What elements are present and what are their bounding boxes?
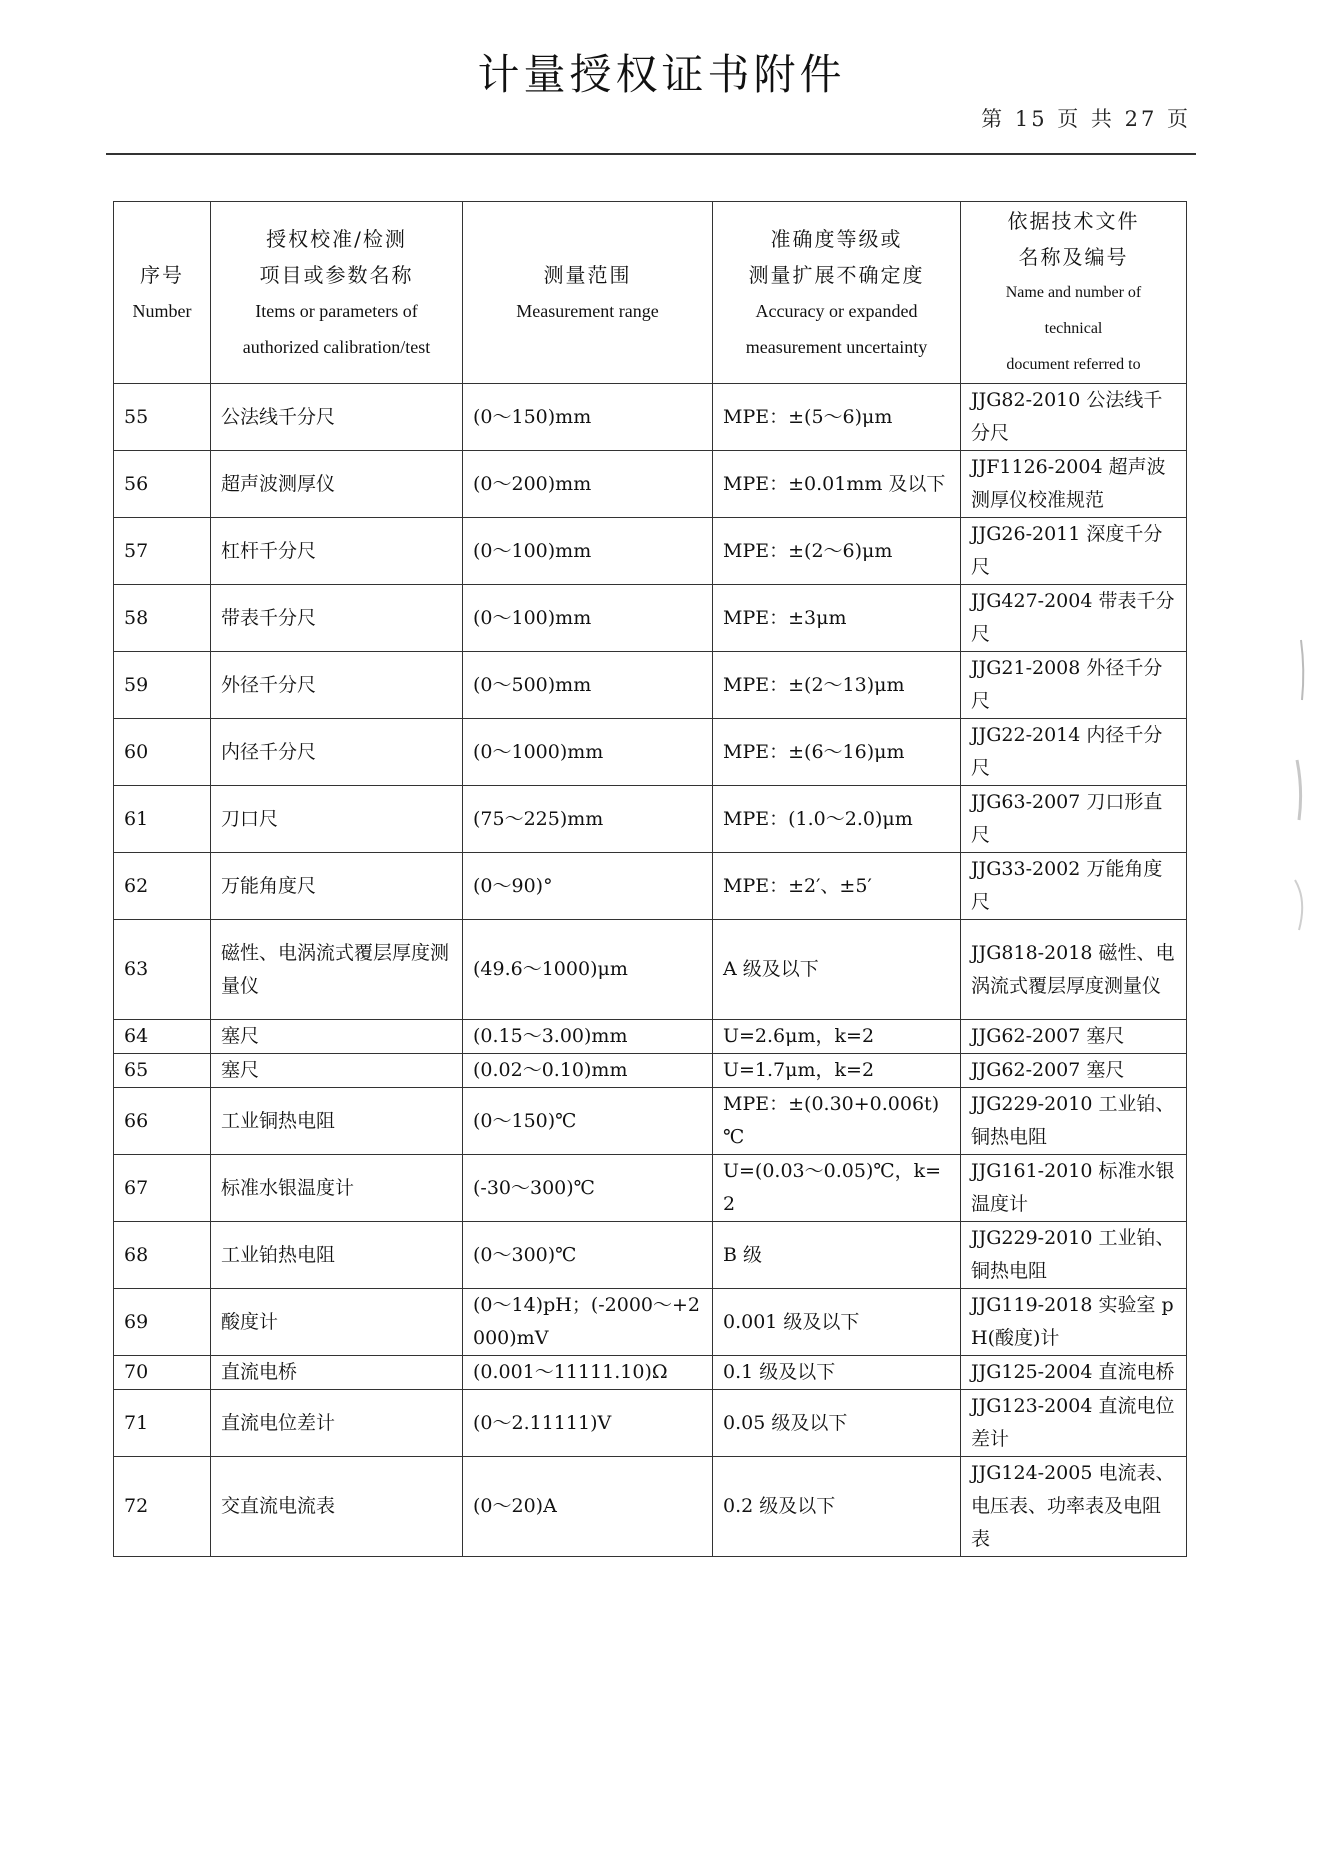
header-accuracy-zh-1: 准确度等级或 [770, 226, 903, 251]
row-accuracy: 0.1 级及以下 [713, 1356, 961, 1390]
table-row [114, 1356, 1187, 1390]
header-doc-en-1: Name and number of [1005, 283, 1142, 301]
row-accuracy: MPE：±(2～6)μm [713, 518, 961, 585]
table-header-row [114, 202, 1187, 384]
header-accuracy [713, 202, 961, 384]
row-number: 63 [114, 920, 211, 1020]
row-document: JJG229-2010 工业铂、铜热电阻 [961, 1088, 1187, 1155]
row-number: 71 [114, 1390, 211, 1457]
header-accuracy-en-1: Accuracy or expanded [755, 300, 918, 321]
header-items-en-1: Items or parameters of [255, 300, 418, 321]
table-row [114, 451, 1187, 518]
document-title: 计量授权证书附件 [477, 50, 846, 99]
authorization-table [113, 201, 1187, 1557]
row-range: (-30～300)℃ [463, 1155, 713, 1222]
header-accuracy-en-2: measurement uncertainty [745, 336, 928, 357]
row-number: 62 [114, 853, 211, 920]
row-document: JJG427-2004 带表千分尺 [961, 585, 1187, 652]
row-range: (0.001～11111.10)Ω [463, 1356, 713, 1390]
row-item: 带表千分尺 [211, 585, 463, 652]
header-items-zh-1: 授权校准/检测 [266, 226, 407, 251]
row-number: 60 [114, 719, 211, 786]
table-row [114, 1457, 1187, 1557]
table-row [114, 518, 1187, 585]
row-accuracy: MPE：±0.01mm 及以下 [713, 451, 961, 518]
header-doc-zh-2: 名称及编号 [1018, 244, 1129, 269]
header-doc-en-2: technical [1044, 319, 1103, 337]
row-number: 56 [114, 451, 211, 518]
table-row [114, 853, 1187, 920]
row-accuracy: U=(0.03～0.05)℃，k=2 [713, 1155, 961, 1222]
row-accuracy: MPE：(1.0～2.0)μm [713, 786, 961, 853]
header-divider [106, 153, 1196, 155]
row-document: JJG26-2011 深度千分尺 [961, 518, 1187, 585]
header-number-en: Number [132, 300, 192, 321]
row-accuracy: 0.05 级及以下 [713, 1390, 961, 1457]
table-row [114, 1289, 1187, 1356]
row-document: JJG62-2007 塞尺 [961, 1054, 1187, 1088]
row-accuracy: MPE：±(0.30+0.006t)℃ [713, 1088, 961, 1155]
row-item: 磁性、电涡流式覆层厚度测量仪 [211, 920, 463, 1020]
row-document: JJG33-2002 万能角度尺 [961, 853, 1187, 920]
row-range: (75～225)mm [463, 786, 713, 853]
table-row [114, 1054, 1187, 1088]
row-item: 酸度计 [211, 1289, 463, 1356]
row-item: 内径千分尺 [211, 719, 463, 786]
row-accuracy: MPE：±(5～6)μm [713, 384, 961, 451]
header-items [211, 202, 463, 384]
header-range-zh: 测量范围 [543, 262, 632, 287]
header-accuracy-zh-2: 测量扩展不确定度 [748, 262, 925, 287]
row-document: JJG21-2008 外径千分尺 [961, 652, 1187, 719]
row-document: JJG82-2010 公法线千分尺 [961, 384, 1187, 451]
row-document: JJG161-2010 标准水银温度计 [961, 1155, 1187, 1222]
row-number: 67 [114, 1155, 211, 1222]
table-row [114, 1390, 1187, 1457]
row-accuracy: MPE：±(6～16)μm [713, 719, 961, 786]
table-row [114, 585, 1187, 652]
row-range: (0.02～0.10)mm [463, 1054, 713, 1088]
row-document: JJF1126-2004 超声波测厚仪校准规范 [961, 451, 1187, 518]
row-item: 交直流电流表 [211, 1457, 463, 1557]
row-item: 塞尺 [211, 1020, 463, 1054]
row-item: 公法线千分尺 [211, 384, 463, 451]
header-range [463, 202, 713, 384]
row-range: (0～100)mm [463, 518, 713, 585]
row-item: 直流电位差计 [211, 1390, 463, 1457]
row-item: 工业铂热电阻 [211, 1222, 463, 1289]
row-item: 外径千分尺 [211, 652, 463, 719]
row-document: JJG125-2004 直流电桥 [961, 1356, 1187, 1390]
row-number: 61 [114, 786, 211, 853]
table-row [114, 1155, 1187, 1222]
row-range: (0～2.11111)V [463, 1390, 713, 1457]
row-number: 70 [114, 1356, 211, 1390]
row-range: (0～150)℃ [463, 1088, 713, 1155]
row-document: JJG119-2018 实验室 pH(酸度)计 [961, 1289, 1187, 1356]
row-document: JJG22-2014 内径千分尺 [961, 719, 1187, 786]
table-row [114, 384, 1187, 451]
row-document: JJG123-2004 直流电位差计 [961, 1390, 1187, 1457]
row-range: (0～20)A [463, 1457, 713, 1557]
table-body [114, 384, 1187, 1557]
row-number: 55 [114, 384, 211, 451]
header-number [114, 202, 211, 384]
row-accuracy: MPE：±2′、±5′ [713, 853, 961, 920]
row-document: JJG63-2007 刀口形直尺 [961, 786, 1187, 853]
row-number: 68 [114, 1222, 211, 1289]
table-row [114, 652, 1187, 719]
header-document [961, 202, 1187, 384]
header-number-zh: 序号 [140, 262, 184, 287]
row-number: 72 [114, 1457, 211, 1557]
row-range: (49.6～1000)μm [463, 920, 713, 1020]
row-number: 65 [114, 1054, 211, 1088]
row-item: 塞尺 [211, 1054, 463, 1088]
row-range: (0～500)mm [463, 652, 713, 719]
row-range: (0～90)° [463, 853, 713, 920]
row-range: (0～1000)mm [463, 719, 713, 786]
row-document: JJG229-2010 工业铂、铜热电阻 [961, 1222, 1187, 1289]
table-row [114, 920, 1187, 1020]
row-accuracy: U=1.7μm，k=2 [713, 1054, 961, 1088]
row-accuracy: A 级及以下 [713, 920, 961, 1020]
row-item: 工业铜热电阻 [211, 1088, 463, 1155]
row-number: 64 [114, 1020, 211, 1054]
row-item: 直流电桥 [211, 1356, 463, 1390]
row-accuracy: B 级 [713, 1222, 961, 1289]
header-range-en: Measurement range [516, 300, 659, 321]
row-accuracy: MPE：±3μm [713, 585, 961, 652]
row-accuracy: U=2.6μm，k=2 [713, 1020, 961, 1054]
row-document: JJG62-2007 塞尺 [961, 1020, 1187, 1054]
table-row [114, 1088, 1187, 1155]
header-items-en-2: authorized calibration/test [242, 336, 431, 357]
scan-edge-marks [1283, 630, 1323, 950]
table-row [114, 1222, 1187, 1289]
row-document: JJG124-2005 电流表、电压表、功率表及电阻表 [961, 1457, 1187, 1557]
row-number: 66 [114, 1088, 211, 1155]
row-item: 刀口尺 [211, 786, 463, 853]
row-number: 59 [114, 652, 211, 719]
table-row [114, 719, 1187, 786]
row-range: (0.15～3.00)mm [463, 1020, 713, 1054]
row-range: (0～150)mm [463, 384, 713, 451]
row-accuracy: 0.001 级及以下 [713, 1289, 961, 1356]
row-item: 万能角度尺 [211, 853, 463, 920]
row-number: 57 [114, 518, 211, 585]
table-row [114, 786, 1187, 853]
page-indicator: 第 15 页 共 27 页 [981, 107, 1191, 131]
row-number: 69 [114, 1289, 211, 1356]
header-items-zh-2: 项目或参数名称 [259, 262, 414, 287]
row-accuracy: 0.2 级及以下 [713, 1457, 961, 1557]
table-row [114, 1020, 1187, 1054]
row-item: 杠杆千分尺 [211, 518, 463, 585]
row-number: 58 [114, 585, 211, 652]
row-range: (0～300)℃ [463, 1222, 713, 1289]
row-accuracy: MPE：±(2～13)μm [713, 652, 961, 719]
row-document: JJG818-2018 磁性、电涡流式覆层厚度测量仪 [961, 920, 1187, 1020]
header-doc-zh-1: 依据技术文件 [1007, 208, 1140, 233]
row-range: (0～200)mm [463, 451, 713, 518]
row-item: 超声波测厚仪 [211, 451, 463, 518]
row-range: (0～14)pH；(-2000～+2000)mV [463, 1289, 713, 1356]
row-range: (0～100)mm [463, 585, 713, 652]
header-doc-en-3: document referred to [1006, 355, 1141, 373]
row-item: 标准水银温度计 [211, 1155, 463, 1222]
